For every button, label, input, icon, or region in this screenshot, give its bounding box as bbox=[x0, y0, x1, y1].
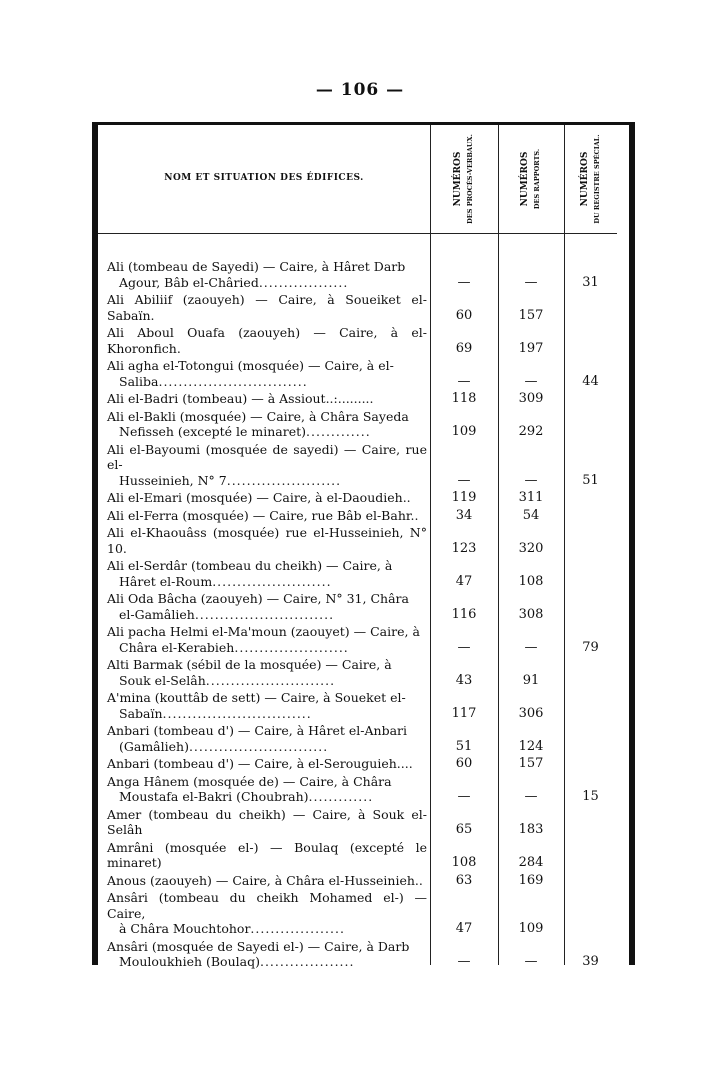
rapport-number: 320 bbox=[518, 540, 544, 556]
proces-verbal-number: 69 bbox=[455, 340, 473, 356]
proces-verbal-number: 119 bbox=[451, 490, 477, 505]
table-row bbox=[98, 591, 617, 622]
edifice-name bbox=[98, 939, 427, 970]
header-label: NUMÉROS bbox=[520, 151, 530, 207]
proces-verbal-number: — bbox=[457, 954, 471, 969]
edifice-name bbox=[98, 657, 427, 688]
header-registre-special bbox=[564, 125, 617, 233]
edifice-name-line2 bbox=[107, 275, 427, 291]
edifice-name bbox=[98, 325, 427, 356]
edifice-name bbox=[98, 890, 427, 937]
table-row bbox=[98, 508, 617, 524]
leader-dots: ........................ bbox=[212, 573, 332, 589]
registre-number: 15 bbox=[582, 789, 599, 804]
table-row bbox=[98, 259, 617, 290]
edifice-name-line1: Ali pacha Helmi el-Ma'moun (zaouyet) — Caire, à bbox=[107, 624, 420, 639]
edifice-name-line2 bbox=[107, 673, 427, 689]
rapport-number: — bbox=[524, 639, 538, 655]
edifice-name bbox=[98, 292, 427, 323]
edifice-name-line1: Ali el-Bayoumi (mosquée de sayedi) — Caire, rue el- bbox=[107, 441, 427, 472]
edifice-name bbox=[98, 591, 427, 622]
rapport-number: — bbox=[524, 789, 538, 804]
header-divider bbox=[98, 233, 617, 234]
table-row bbox=[98, 325, 617, 356]
table-row bbox=[98, 558, 617, 589]
edifice-name-line2 bbox=[107, 921, 427, 937]
table-row bbox=[98, 657, 617, 688]
rapport-number: 183 bbox=[518, 822, 544, 837]
rapport-number: — bbox=[524, 274, 538, 290]
table-row bbox=[98, 442, 617, 489]
proces-verbal-number: — bbox=[457, 789, 471, 804]
page-number: — 106 — bbox=[315, 80, 405, 100]
edifice-name bbox=[98, 723, 427, 754]
edifice-location: Moustafa el-Bakri (Choubrah) bbox=[119, 789, 309, 804]
edifice-name-line1: Ali Aboul Ouafa (zaouyeh) — Caire, à el-Khoronfich. bbox=[107, 325, 427, 356]
proces-verbal-number: 118 bbox=[451, 391, 477, 406]
edifice-name-line1: Alti Barmak (sébil de la mosquée) — Caire, à bbox=[107, 657, 392, 672]
edifice-name-line2 bbox=[107, 374, 427, 390]
edifice-name-line1: Amer (tombeau du cheikh) — Caire, à Souk el-Selâh bbox=[107, 806, 427, 837]
edifice-name-line1: Ali el-Khaouâss (mosquée) rue el-Husseinieh, N° 10. bbox=[107, 525, 427, 556]
header-sublabel: DES RAPPORTS. bbox=[533, 148, 541, 210]
edifice-name-line2 bbox=[107, 607, 427, 623]
edifice-location: Nefisseh (excepté le minaret) bbox=[119, 424, 307, 439]
header-name-column: NOM ET SITUATION DES ÉDIFICES. bbox=[164, 173, 364, 183]
registre-number: 39 bbox=[582, 954, 599, 969]
table-row bbox=[98, 409, 617, 440]
proces-verbal-number: 60 bbox=[455, 756, 473, 771]
edifice-name-line1: Ansâri (mosquée de Sayedi el-) — Caire, à Darb bbox=[107, 938, 410, 954]
edifice-location: Sabaïn bbox=[119, 705, 163, 721]
edifice-location: Souk el-Selâh bbox=[119, 672, 206, 688]
edifice-location: Saliba bbox=[119, 373, 159, 389]
edifice-name bbox=[98, 873, 427, 889]
edifice-location: (Gamâlieh) bbox=[119, 738, 189, 754]
table-row bbox=[98, 723, 617, 754]
edifice-name bbox=[98, 624, 427, 655]
table-body bbox=[98, 259, 617, 972]
header-sublabel: DES PROCÈS-VERBAUX. bbox=[466, 134, 474, 224]
table-row bbox=[98, 358, 617, 389]
edifice-name-line1: Anbari (tombeau d') — Caire, à Hâret el-Anbari bbox=[107, 723, 407, 738]
registre-number: 51 bbox=[582, 472, 599, 488]
edifice-name bbox=[98, 409, 427, 440]
edifice-name-line2 bbox=[107, 424, 427, 440]
proces-verbal-number: — bbox=[457, 274, 471, 290]
edifice-location: el-Gamâlieh bbox=[119, 606, 195, 622]
edifice-name bbox=[98, 358, 427, 389]
edifice-name-line1: Ali el-Ferra (mosquée) — Caire, rue Bâb el-Bahr.. bbox=[107, 507, 419, 523]
edifice-name-line2 bbox=[107, 739, 427, 755]
leader-dots: ................... bbox=[259, 954, 355, 969]
rapport-number: 157 bbox=[518, 307, 544, 323]
table-row bbox=[98, 292, 617, 323]
rapport-number: 308 bbox=[518, 606, 544, 622]
rapport-number: 124 bbox=[518, 738, 544, 754]
table-row bbox=[98, 391, 617, 407]
edifice-name bbox=[98, 558, 427, 589]
edifice-location: Mouloukhieh (Boulaq) bbox=[119, 954, 260, 969]
header-label: NUMÉROS bbox=[453, 151, 463, 207]
edifice-name bbox=[98, 391, 427, 407]
proces-verbal-number: — bbox=[457, 373, 471, 389]
header-label: NUMÉROS bbox=[580, 151, 590, 207]
edifice-name-line1: Ali Abiliif (zaouyeh) — Caire, à Soueiket el-Sabaïn. bbox=[107, 292, 427, 323]
edifice-name-line1: A'mina (kouttâb de sett) — Caire, à Soueket el- bbox=[107, 690, 406, 705]
table-row bbox=[98, 840, 617, 871]
edifice-name bbox=[98, 508, 427, 524]
header-rapports bbox=[498, 125, 564, 233]
header-proces-verbaux bbox=[430, 125, 498, 233]
leader-dots: .................. bbox=[258, 274, 349, 290]
edifice-name-line1: Anga Hânem (mosquée de) — Caire, à Châra bbox=[107, 773, 392, 789]
rapport-number: 169 bbox=[518, 872, 544, 888]
table-row bbox=[98, 525, 617, 556]
header-sublabel: DU REGISTRE SPÉCIAL. bbox=[593, 134, 601, 224]
registre-number: 31 bbox=[582, 274, 599, 290]
edifice-name-line1: Ali el-Serdâr (tombeau du cheikh) — Caire, à bbox=[107, 558, 393, 573]
proces-verbal-number: 109 bbox=[451, 424, 477, 439]
table-row bbox=[98, 873, 617, 889]
rapport-number: 197 bbox=[518, 340, 544, 356]
edifice-location: Hâret el-Roum bbox=[119, 573, 213, 589]
edifice-name-line1: Ali Oda Bâcha (zaouyeh) — Caire, N° 31, Châra bbox=[107, 591, 409, 606]
edifice-name-line2 bbox=[107, 954, 427, 970]
rapport-number: 109 bbox=[518, 921, 544, 936]
edifice-name-line1: Ali el-Badri (tombeau) — à Assiout..:......... bbox=[107, 391, 374, 406]
proces-verbal-number: 63 bbox=[455, 872, 473, 888]
edifice-name-line2 bbox=[107, 473, 427, 489]
edifice-name-line1: Ali (tombeau de Sayedi) — Caire, à Hâret Darb bbox=[107, 259, 406, 274]
rapport-number: — bbox=[524, 472, 538, 488]
leader-dots: .......................... bbox=[205, 672, 336, 688]
registre-number: 79 bbox=[582, 639, 599, 655]
leader-dots: .............................. bbox=[162, 705, 312, 721]
table-row bbox=[98, 890, 617, 937]
table-row bbox=[98, 690, 617, 721]
edifice-name bbox=[98, 525, 427, 556]
leader-dots: .............................. bbox=[158, 373, 308, 389]
proces-verbal-number: 47 bbox=[455, 921, 473, 936]
leader-dots: ............................ bbox=[194, 606, 335, 622]
table-row bbox=[98, 774, 617, 805]
edifice-name bbox=[98, 756, 427, 772]
edifice-name-line1: Anbari (tombeau d') — Caire, à el-Serouguieh.... bbox=[107, 756, 413, 771]
leader-dots: ............. bbox=[308, 789, 374, 804]
rapport-number: 54 bbox=[522, 507, 540, 523]
rapport-number: — bbox=[524, 373, 538, 389]
edifice-name bbox=[98, 490, 427, 506]
edifice-location: Agour, Bâb el-Châried bbox=[119, 274, 259, 290]
rapport-number: 284 bbox=[518, 855, 544, 870]
table-row bbox=[98, 490, 617, 506]
edifice-name-line1: Ali agha el-Totongui (mosquée) — Caire, à el- bbox=[107, 358, 394, 373]
proces-verbal-number: 60 bbox=[455, 307, 473, 323]
leader-dots: ....................... bbox=[226, 472, 342, 488]
edifice-name bbox=[98, 259, 427, 290]
leader-dots: ............. bbox=[306, 424, 371, 439]
table-row bbox=[98, 624, 617, 655]
edifice-name-line2 bbox=[107, 574, 427, 590]
rapport-number: 311 bbox=[518, 490, 544, 505]
edifice-name-line2 bbox=[107, 706, 427, 722]
proces-verbal-number: 108 bbox=[451, 855, 477, 870]
edifice-name bbox=[98, 442, 427, 489]
registre-number: 44 bbox=[582, 373, 599, 389]
rapport-number: — bbox=[524, 954, 538, 969]
edifice-name-line1: Ali el-Bakli (mosquée) — Caire, à Châra Sayeda bbox=[107, 408, 409, 424]
proces-verbal-number: 51 bbox=[455, 738, 473, 754]
rapport-number: 91 bbox=[522, 672, 540, 688]
edifice-name-line1: Amrâni (mosquée el-) — Boulaq (excepté le minaret) bbox=[107, 839, 427, 870]
edifice-location: Châra el-Kerabieh bbox=[119, 639, 235, 655]
edifice-name bbox=[98, 807, 427, 838]
proces-verbal-number: — bbox=[457, 472, 471, 488]
edifice-location: Husseinieh, N° 7 bbox=[119, 472, 227, 488]
edifice-name-line1: Ali el-Emari (mosquée) — Caire, à el-Daoudieh.. bbox=[107, 490, 411, 505]
edifice-name-line1: Ansâri (tombeau du cheikh Mohamed el-) — Caire, bbox=[107, 890, 427, 921]
proces-verbal-number: 43 bbox=[455, 672, 473, 688]
edifice-name-line1: Anous (zaouyeh) — Caire, à Châra el-Husseinieh.. bbox=[107, 872, 423, 888]
proces-verbal-number: 65 bbox=[455, 822, 473, 837]
table-row bbox=[98, 807, 617, 838]
edifice-name bbox=[98, 840, 427, 871]
rapport-number: 306 bbox=[518, 705, 544, 721]
edifice-name bbox=[98, 774, 427, 805]
rapport-number: 157 bbox=[518, 756, 544, 771]
proces-verbal-number: 34 bbox=[455, 507, 473, 523]
proces-verbal-number: 117 bbox=[451, 705, 477, 721]
proces-verbal-number: — bbox=[457, 639, 471, 655]
edifice-name-line2 bbox=[107, 789, 427, 805]
rapport-number: 309 bbox=[518, 391, 544, 406]
proces-verbal-number: 123 bbox=[451, 540, 477, 556]
table-row bbox=[98, 939, 617, 970]
rapport-number: 292 bbox=[518, 424, 544, 439]
rapport-number: 108 bbox=[518, 573, 544, 589]
leader-dots: ............................ bbox=[188, 738, 329, 754]
edifice-location: à Châra Mouchtohor bbox=[119, 921, 251, 936]
edifice-name bbox=[98, 690, 427, 721]
edifice-name-line2 bbox=[107, 640, 427, 656]
proces-verbal-number: 47 bbox=[455, 573, 473, 589]
proces-verbal-number: 116 bbox=[451, 606, 477, 622]
leader-dots: ....................... bbox=[234, 639, 349, 655]
leader-dots: ................... bbox=[250, 921, 345, 936]
table-frame bbox=[92, 122, 635, 969]
table-row bbox=[98, 756, 617, 772]
